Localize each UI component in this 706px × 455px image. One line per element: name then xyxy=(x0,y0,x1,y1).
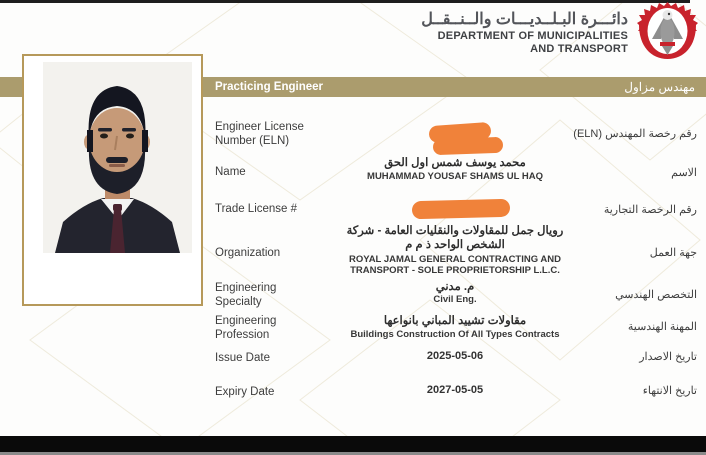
eln-redaction-scribble xyxy=(433,137,504,155)
agency-name-english-line2: AND TRANSPORT xyxy=(530,43,628,55)
agency-name-english-line1: DEPARTMENT OF MUNICIPALITIES xyxy=(437,30,628,42)
issue-date-label-arabic: تاريخ الاصدار xyxy=(639,351,697,363)
eln-label xyxy=(215,120,304,148)
top-rule xyxy=(0,0,690,3)
issue-date-value: 2025-05-06 xyxy=(426,350,484,362)
name-label: Name xyxy=(215,166,246,178)
organization-value-english-line1: ROYAL JAMAL GENERAL CONTRACTING AND xyxy=(348,254,561,265)
profession-value-english: Buildings Construction Of All Types Contracts xyxy=(350,329,560,340)
specialty-value-english: Civil Eng. xyxy=(433,294,477,305)
specialty-label xyxy=(215,281,276,309)
trade-license-label-arabic: رقم الرخصة التجارية xyxy=(603,204,697,216)
profession-value-arabic: مقاولات تشييد المباني بانواعها xyxy=(383,315,527,327)
profession-label-line2: Profession xyxy=(215,329,270,341)
specialty-label-line1: Engineering xyxy=(215,282,277,294)
trade-license-label: Trade License # xyxy=(215,203,298,215)
photo-frame xyxy=(22,54,203,306)
banner-title-arabic: مهندس مزاول xyxy=(624,80,695,94)
organization-label: Organization xyxy=(215,247,281,259)
name-value-arabic: محمد يوسف شمس اول الحق xyxy=(384,157,526,169)
eln-label-line1: Engineer License xyxy=(215,121,304,133)
profession-label-line1: Engineering xyxy=(215,315,277,327)
expiry-date-label: Expiry Date xyxy=(215,386,275,398)
issue-date-label: Issue Date xyxy=(215,352,270,364)
agency-header xyxy=(421,10,628,56)
organization-value-english-line2: TRANSPORT - SOLE PROPRIETORSHIP L.L.C. xyxy=(350,265,560,276)
banner-title-english: Practicing Engineer xyxy=(215,81,324,93)
agency-name-arabic: دائـــرة البـلــديـــات والــنــقــل xyxy=(421,11,628,28)
profession-label-arabic: المهنة الهندسية xyxy=(627,321,697,333)
profession-label xyxy=(215,314,276,342)
organization-value-arabic-line1: رويال جمل للمقاولات والنقليات العامة - شركة xyxy=(346,225,564,237)
eln-label-line2: Number (ELN) xyxy=(215,135,290,147)
trade-license-redaction-scribble xyxy=(412,199,510,220)
portrait-photo xyxy=(43,62,192,253)
eln-label-arabic: رقم رخصة المهندس (ELN) xyxy=(573,128,697,140)
name-value-english: MUHAMMAD YOUSAF SHAMS UL HAQ xyxy=(367,171,543,182)
name-label-arabic: الاسم xyxy=(671,167,697,179)
specialty-label-line2: Specialty xyxy=(215,296,262,308)
footer-bar xyxy=(0,436,706,452)
abu-dhabi-falcon-emblem-icon xyxy=(634,1,701,62)
expiry-date-value: 2027-05-05 xyxy=(426,384,484,396)
expiry-date-label-arabic: تاريخ الانتهاء xyxy=(642,385,697,397)
organization-label-arabic: جهة العمل xyxy=(649,247,697,259)
specialty-value-arabic: م. مدني xyxy=(435,281,475,293)
organization-value-arabic-line2: الشخص الواحد ذ م م xyxy=(405,239,505,251)
specialty-label-arabic: التخصص الهندسي xyxy=(615,289,697,301)
